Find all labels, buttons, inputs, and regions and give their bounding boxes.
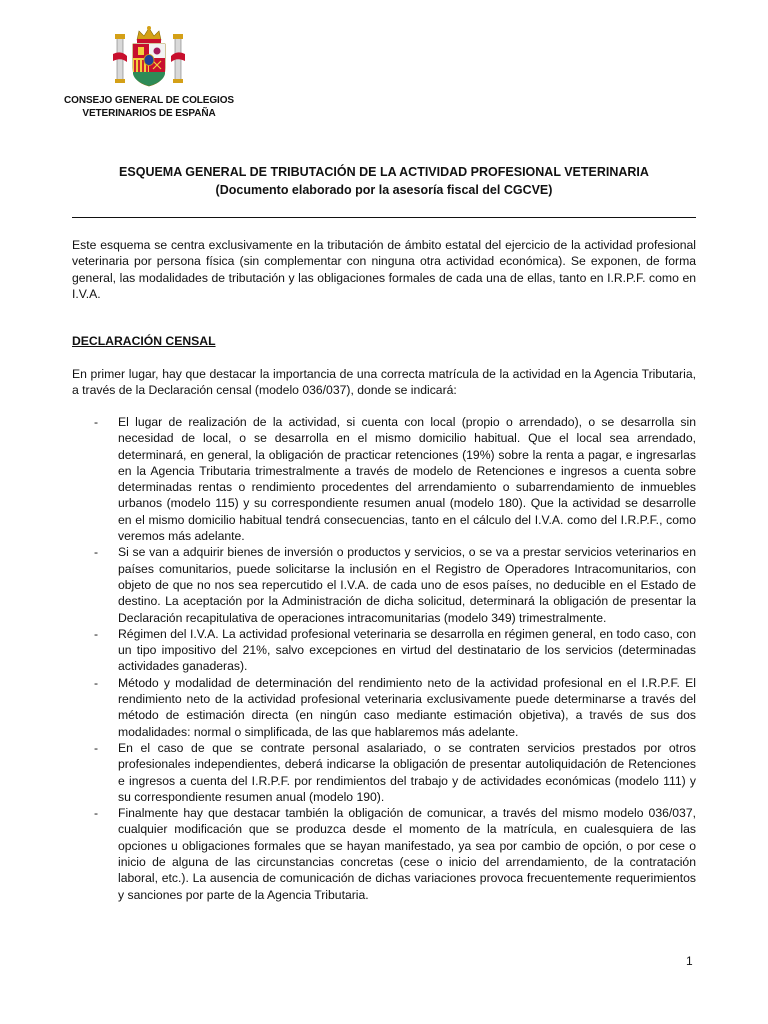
organization-name-line-1: CONSEJO GENERAL DE COLEGIOS xyxy=(64,95,234,106)
list-item xyxy=(72,675,696,740)
list-item xyxy=(72,544,696,625)
list-item xyxy=(72,740,696,805)
list-item-text: Régimen del I.V.A. La actividad profesional veterinaria se desarrolla en régimen general, en todo caso, con un tipo impositivo del 21%, salvo excepciones en virtud del destinatario de los servicios (determinadas actividades ganaderas). xyxy=(118,626,696,674)
list-item-text: En el caso de que se contrate personal asalariado, o se contraten servicios prestados por otros profesionales independientes, deberá indicarse la obligación de presentar autoliquidación de Retenciones e ingresos a cuenta del I.R.P.F. por rendimientos del trabajo y de actividades económicas (modelo 111) y su correspondiente resumen anual (modelo 190). xyxy=(118,740,696,804)
bullet-marker: - xyxy=(94,675,99,690)
list-item-text: Finalmente hay que destacar también la obligación de comunicar, a través del mismo modelo 036/037, cualquier modificación que se produzca desde el momento de la matrícula, en cualesquiera de las opciones u obligaciones formales que se hayan manifestado, ya sea por cambio de opción, o por cese o inicio de alguna de las circunstancias concretas (cese o inicio del arrendamiento, de la contratación laboral, etc.). La ausencia de comunicación de dichas variaciones provoca frecuentemente requerimientos y sanciones por parte de la Agencia Tributaria. xyxy=(118,806,696,902)
list-item xyxy=(72,805,696,903)
organization-name xyxy=(60,94,238,120)
spanish-coat-of-arms-icon xyxy=(113,24,185,90)
list-item-text: El lugar de realización de la actividad, si cuenta con local (propio o arrendado), o se desarrolla sin necesidad de local, o se desarrolla en el mismo domicilio habitual. Que el local sea arrendado, determinará, en general, la obligación de practicar retenciones (19%) sobre la renta a pagar, e ingresarlas en la Agencia Tributaria trimestralmente a través de modelo de Retenciones e ingresos a cuenta sobre determinadas rentas o rendimiento procedentes del arrendamiento o subarrendamiento de inmuebles urbanos (modelo 115) y su correspondiente resumen anual (modelo 180). Que la actividad se desarrolle en el mismo domicilio habitual tendrá consecuencias, tanto en el cálculo del I.V.A. como del I.R.P.F., como veremos más adelante. xyxy=(118,415,696,544)
document-title-line-1: ESQUEMA GENERAL DE TRIBUTACIÓN DE LA ACTIVIDAD PROFESIONAL VETERINARIA xyxy=(119,165,649,179)
list-item-text: Si se van a adquirir bienes de inversión o productos y servicios, o se va a prestar servicios veterinarios en países comunitarios, puede solicitarse la inclusión en el Registro de Operadores Intracomunitarios, con objeto de que no nos sea repercutido el I.V.A. de cada uno de esos países, no deducible en el Estado de destino. La aceptación por la Administración de dicha solicitud, determinará la obligación de presentar la Declaración recapitulativa de operaciones intracomunitarias (modelo 349) trimestralmente. xyxy=(118,545,696,625)
document-title xyxy=(72,163,696,199)
organization-name-line-2: VETERINARIOS DE ESPAÑA xyxy=(82,108,216,119)
list-item xyxy=(72,626,696,675)
section-lead-paragraph: En primer lugar, hay que destacar la importancia de una correcta matrícula de la actividad en la Agencia Tributaria, a través de la Declaración censal (modelo 036/037), donde se indicará: xyxy=(72,367,696,398)
bullet-marker: - xyxy=(94,626,99,641)
page-number: 1 xyxy=(686,954,693,968)
section-heading: DECLARACIÓN CENSAL xyxy=(72,334,216,348)
bullet-marker: - xyxy=(94,545,99,560)
list-item-text: Método y modalidad de determinación del rendimiento neto de la actividad profesional en el I.R.P.F. El rendimiento neto de la actividad profesional veterinaria exclusivamente puede determinarse a través del método de estimación directa (en ningún caso mediante estimación objetiva), a través de sus dos modalidades: normal o simplificada, de las que hablaremos más adelante. xyxy=(118,675,696,739)
obligations-list xyxy=(72,414,696,903)
bullet-marker: - xyxy=(94,415,99,429)
intro-paragraph: Este esquema se centra exclusivamente en la tributación de ámbito estatal del ejercicio de la actividad profesional veterinaria por persona física (sin complementar con ninguna otra actividad económica). Se exponen, de forma general, las modalidades de tributación y las obligaciones formales de cada una de ellas, tanto en I.R.P.F. como en I.V.A. xyxy=(72,238,696,301)
bullet-marker: - xyxy=(94,740,99,755)
bullet-marker: - xyxy=(94,806,99,821)
document-subtitle: (Documento elaborado por la asesoría fiscal del CGCVE) xyxy=(215,183,553,197)
list-item xyxy=(72,414,696,544)
title-divider xyxy=(72,217,696,218)
